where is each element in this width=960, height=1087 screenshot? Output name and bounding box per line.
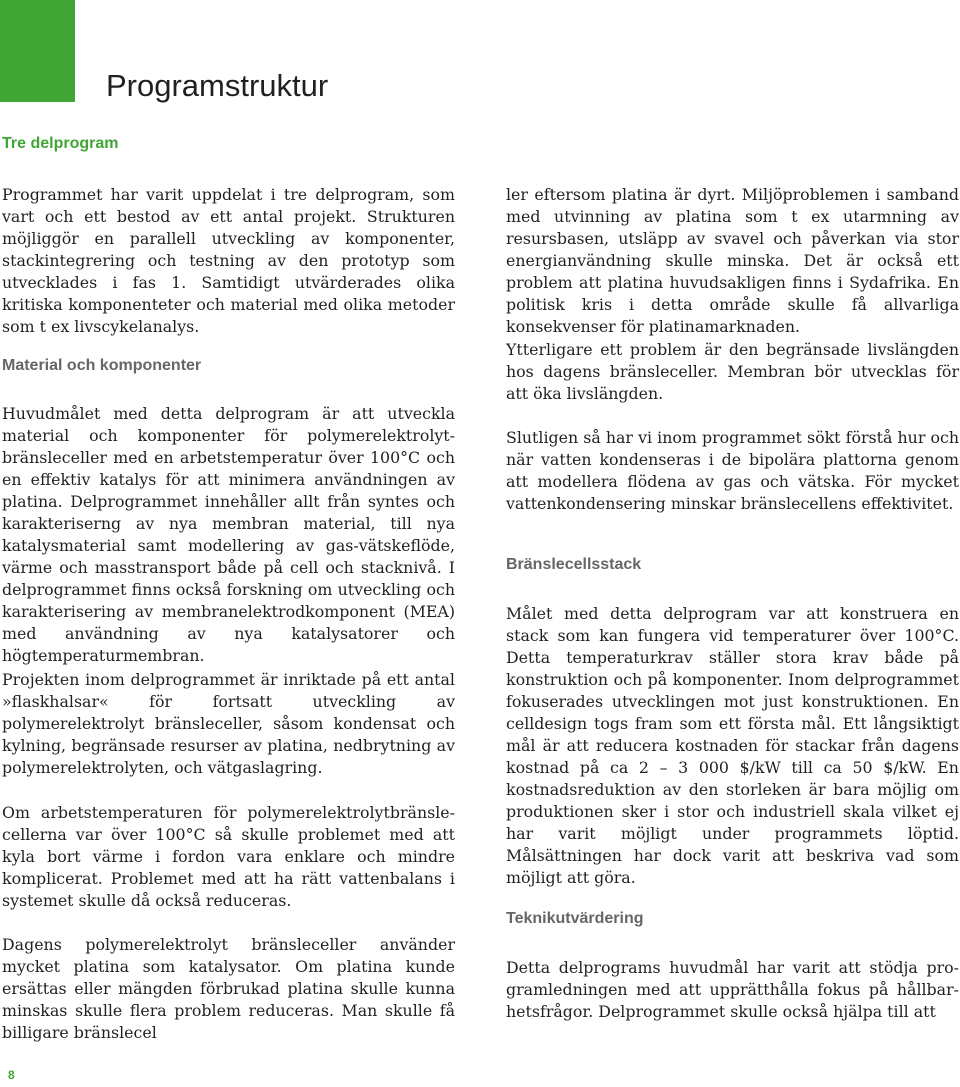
green-accent-block [0, 0, 75, 102]
paragraph-stack: Målet med detta delprogram var att konstruera en stack som kan fungera vid temperaturer över 100°C. Detta temperaturkrav ställer stora krav både på konstruktion och på komponenter. Inom delprogrammet fokuserades utvecklingen mot just konstruktionen. En celldesign togs fram som ett första mål. Ett långsiktigt mål är att reducera kostnaden för stackar från dagens kostnad på ca 2 – 3 000 $/kW till ca 50 $/kW. En kostnadsreduktion av den storleken är bara möjlig om produktionen sker i stor och industriell skala vilket ej har varit möjligt under programmets löptid. Målsättningen har dock varit att beskriva vad som möjligt att göra. [506, 604, 959, 887]
paragraph-material-2: Projekten inom delprogrammet är inriktade på ett antal »flaskhalsar« för fortsatt utveckling av polymerelektrolyt bränsleceller, såsom kondensat och kylning, begränsade resurser av platina, nedbrytning av polymerelektrolyten, och vätgaslagring. [2, 670, 455, 777]
paragraph-vatten: Slutligen så har vi inom programmet sökt förstå hur och när vatten kondenseras i de bipolära plattorna genom att modellera flödena av gas och vätska. För mycket vattenkondensering minskar bränslecellens effektivitet. [506, 428, 959, 513]
paragraph-tre-delprogram: Programmet har varit uppdelat i tre delprogram, som vart och ett bestod av ett antal projekt. Strukturen möjliggör en parallell utveckling av komponenter, stackintegrering och testning av den prototyp som utvecklades i fas 1. Samtidigt utvärderades olika kritiska komponenteter och material med olika metoder som t ex livscykelanalys. [2, 185, 455, 336]
heading-tre-delprogram: Tre delprogram [2, 135, 119, 152]
paragraph-livslangd: Ytterligare ett problem är den begränsade livslängden hos dagens bränsleceller. Membran bör utvecklas för att öka livslängden. [506, 340, 959, 403]
heading-material-och-komponenter: Material och komponenter [2, 357, 202, 374]
page-number: 8 [8, 1068, 15, 1082]
heading-teknikutvardering: Teknikutvärdering [506, 910, 644, 927]
paragraph-teknikutvardering: Detta delprograms huvudmål har varit att stödja programledningen med att upprätthålla fokus på hållbarhetsfrågor. Delprogrammet skulle också hjälpa till att [506, 958, 959, 1021]
paragraph-material-3: Om arbetstemperaturen för polymerelektrolytbränslecellerna var över 100°C så skulle problemet med att kyla bort värme i fordon vara enklare och mindre komplicerat. Problemet med att ha rätt vattenbalans i systemet skulle då också reduceras. [2, 803, 455, 910]
paragraph-material-4: Dagens polymerelektrolyt bränsleceller använder mycket platina som katalysator. Om platina kunde ersättas eller mängden förbrukad platina skulle kunna minskas skulle flera problem reduceras. Man skulle få billigare bränslecel [2, 935, 455, 1042]
heading-branslecellsstack: Bränslecellsstack [506, 556, 642, 573]
page-title: Programstruktur [106, 68, 329, 103]
paragraph-material-1: Huvudmålet med detta delprogram är att utveckla material och komponenter för polymerelektrolyt-bränsleceller med en arbetstemperatur över 100°C och en effektiv katalys för att minimera användningen av platina. Delprogrammet innehåller allt från syntes och karakteriserng av nya membran material, till nya katalysmaterial samt modellering av gas-vätskeflöde, värme och masstransport både på cell och stacknivå. I delprogrammet finns också forskning om utveckling och karakterisering av membranelektrodkomponent (MEA) med användning av nya katalysatorer och högtemperaturmembran. [2, 404, 455, 665]
paragraph-platina-continued: ler eftersom platina är dyrt. Miljöproblemen i samband med utvinning av platina som t ex utarmning av resursbasen, utsläpp av svavel och påverkan via stor energianvändning skulle minska. Det är också ett problem att platina huvudsakligen finns i Sydafrika. En politisk kris i detta område skulle få allvarliga konsekvenser för platinamarknaden. [506, 185, 959, 336]
